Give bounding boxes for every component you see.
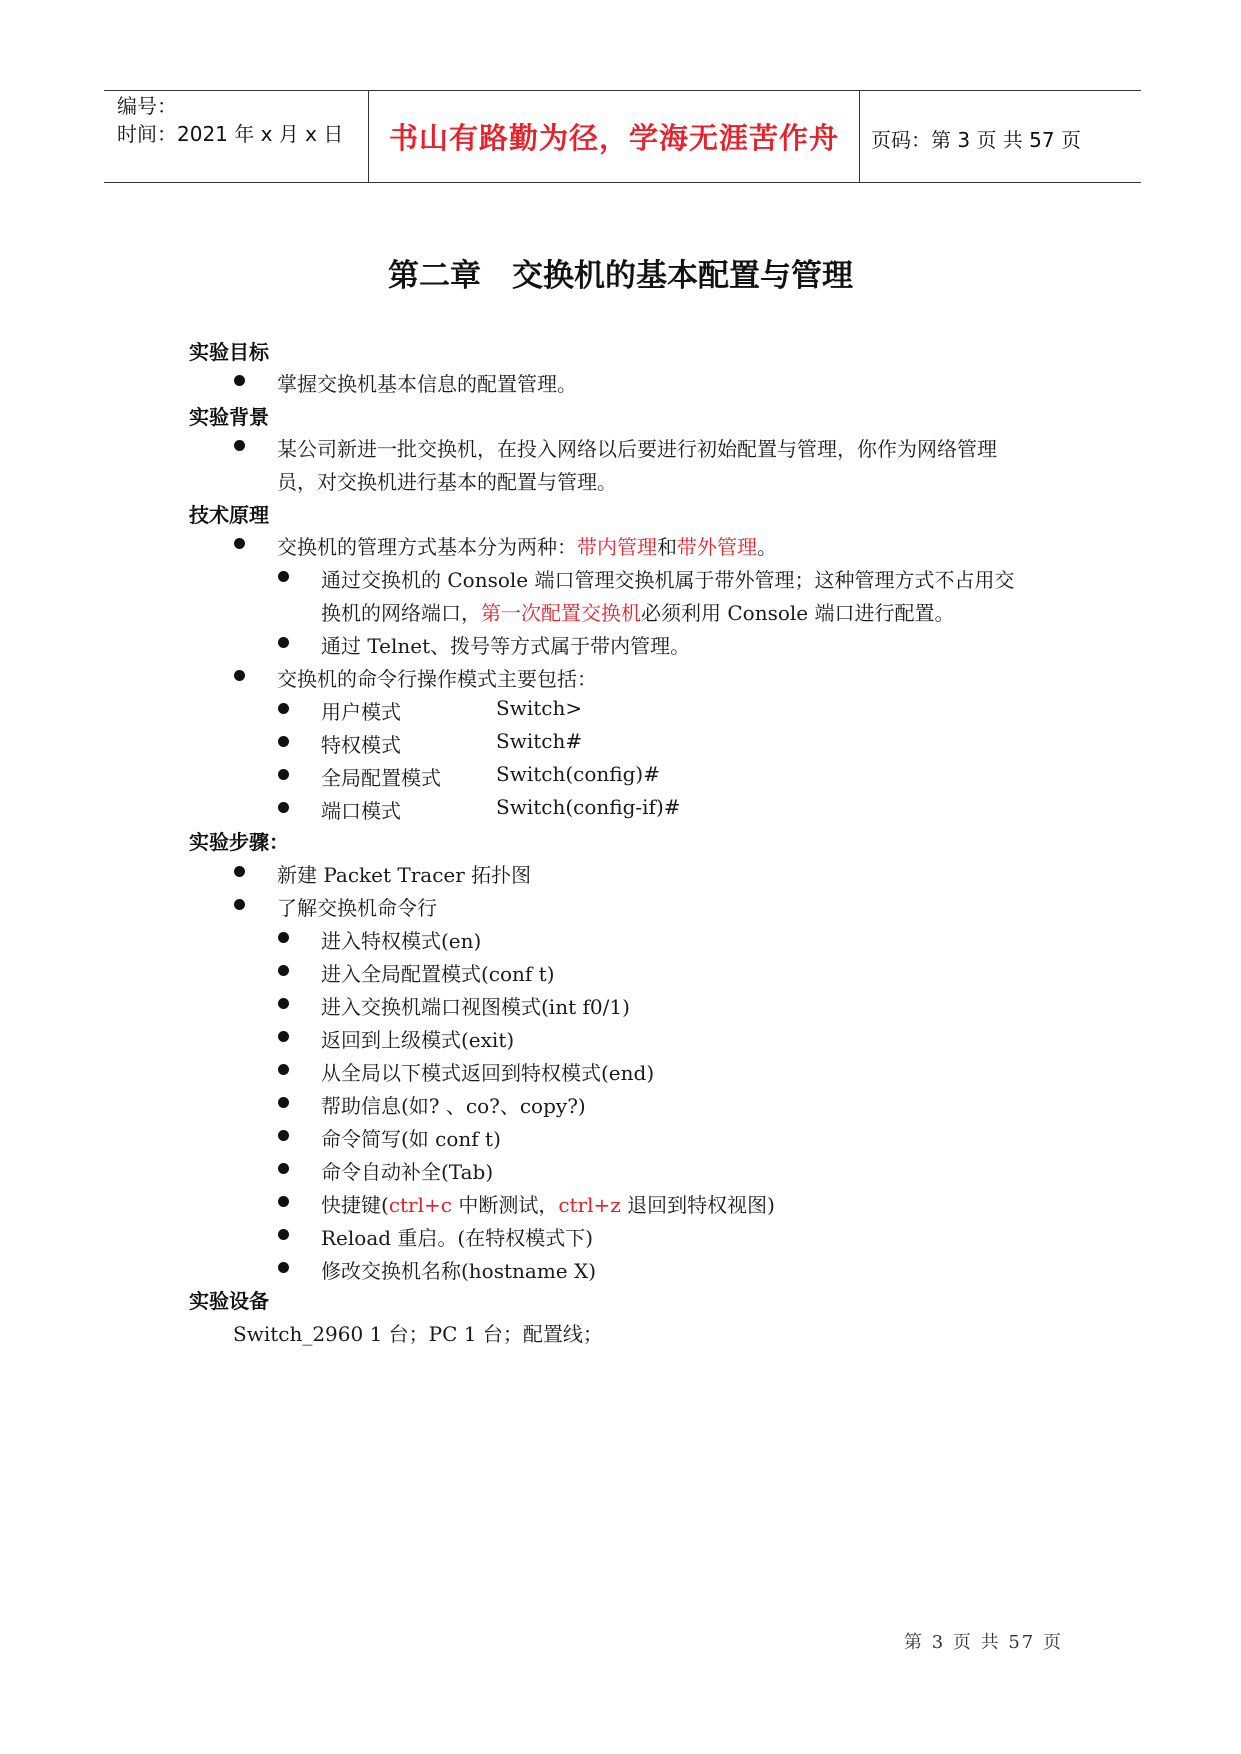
date-label: 时间：2021 年 x 月 x 日	[117, 122, 344, 146]
bullet-icon	[278, 736, 289, 747]
bullet-icon	[278, 1196, 289, 1207]
bullet-icon	[234, 375, 245, 386]
mode-name: 端口模式	[321, 799, 401, 823]
header-top-rule	[104, 90, 1141, 91]
bullet-icon	[234, 899, 245, 910]
header-info	[117, 92, 343, 148]
header-page-label: 页码：第 3 页 共 57 页	[871, 128, 1081, 152]
command-item: 从全局以下模式返回到特权模式(end)	[321, 1061, 655, 1085]
number-label: 编号：	[117, 94, 177, 118]
bullet-icon	[278, 932, 289, 943]
step-1: 新建 Packet Tracer 拓扑图	[277, 863, 532, 887]
ctrl-z-text: ctrl+z	[558, 1193, 621, 1217]
inband-management-text: 带内管理	[577, 535, 657, 559]
text-span: 快捷键(	[321, 1193, 389, 1217]
header-bottom-rule	[104, 182, 1141, 183]
section-heading-equipment: 实验设备	[189, 1289, 269, 1313]
principle-sub-1-line-1: 通过交换机的 Console 端口管理交换机属于带外管理；这种管理方式不占用交	[321, 568, 1015, 592]
background-line-2: 员，对交换机进行基本的配置与管理。	[277, 470, 617, 494]
bullet-icon	[278, 1229, 289, 1240]
mode-prompt: Switch(config)#	[496, 762, 660, 786]
command-item: 返回到上级模式(exit)	[321, 1028, 515, 1052]
principle-sub-1-line-2	[321, 597, 954, 626]
principle-sub-2: 通过 Telnet、拨号等方式属于带内管理。	[321, 634, 691, 658]
bullet-icon	[234, 866, 245, 877]
bullet-icon	[278, 1130, 289, 1141]
principle-point-2: 交换机的命令行操作模式主要包括：	[277, 667, 597, 691]
bullet-icon	[234, 538, 245, 549]
text-span: 必须利用 Console 端口进行配置。	[641, 601, 955, 625]
command-item: 命令简写(如 conf t)	[321, 1127, 501, 1151]
background-line-1: 某公司新进一批交换机，在投入网络以后要进行初始配置与管理，你作为网络管理	[277, 437, 997, 461]
bullet-icon	[278, 703, 289, 714]
header-motto: 书山有路勤为径，学海无涯苦作舟	[388, 121, 839, 155]
bullet-icon	[278, 637, 289, 648]
command-item: 进入特权模式(en)	[321, 929, 482, 953]
bullet-icon	[278, 802, 289, 813]
bullet-icon	[234, 440, 245, 451]
text-span: 和	[657, 535, 677, 559]
command-item: 命令自动补全(Tab)	[321, 1160, 494, 1184]
page-title: 第二章 交换机的基本配置与管理	[388, 258, 853, 294]
text-span: 。	[757, 535, 777, 559]
page-footer: 第 3 页 共 57 页	[904, 1632, 1063, 1653]
command-item: 帮助信息(如? 、co?、copy?)	[321, 1094, 586, 1118]
bullet-icon	[278, 1163, 289, 1174]
mode-name: 用户模式	[321, 700, 401, 724]
bullet-icon	[278, 1262, 289, 1273]
text-span: 换机的网络端口，	[321, 601, 481, 625]
command-item-shortcut	[321, 1189, 775, 1218]
command-item: 进入交换机端口视图模式(int f0/1)	[321, 995, 630, 1019]
bullet-icon	[278, 998, 289, 1009]
bullet-icon	[278, 1064, 289, 1075]
bullet-icon	[278, 1097, 289, 1108]
section-heading-principle: 技术原理	[189, 503, 269, 527]
first-config-text: 第一次配置交换机	[481, 601, 641, 625]
mode-prompt: Switch>	[496, 696, 583, 720]
section-heading-background: 实验背景	[189, 405, 269, 429]
command-item: Reload 重启。(在特权模式下)	[321, 1226, 594, 1250]
text-span: 交换机的管理方式基本分为两种：	[277, 535, 577, 559]
ctrl-c-text: ctrl+c	[388, 1193, 452, 1217]
text-span: 退回到特权视图)	[620, 1193, 775, 1217]
header-divider-right	[859, 90, 860, 183]
mode-prompt: Switch(config-if)#	[496, 795, 681, 819]
objective-item: 掌握交换机基本信息的配置管理。	[277, 372, 577, 396]
mode-name: 特权模式	[321, 733, 401, 757]
bullet-icon	[278, 1031, 289, 1042]
equipment-text: Switch_2960 1 台；PC 1 台；配置线；	[233, 1322, 603, 1346]
mode-name: 全局配置模式	[321, 766, 441, 790]
mode-prompt: Switch#	[496, 729, 583, 753]
bullet-icon	[234, 670, 245, 681]
principle-point-1	[277, 531, 777, 560]
header-divider-left	[368, 90, 369, 183]
section-heading-steps: 实验步骤：	[189, 830, 289, 854]
command-item: 修改交换机名称(hostname X)	[321, 1259, 597, 1283]
bullet-icon	[278, 571, 289, 582]
section-heading-objective: 实验目标	[189, 340, 269, 364]
outband-management-text: 带外管理	[677, 535, 757, 559]
bullet-icon	[278, 769, 289, 780]
text-span: 中断测试，	[451, 1193, 559, 1217]
command-item: 进入全局配置模式(conf t)	[321, 962, 555, 986]
bullet-icon	[278, 965, 289, 976]
step-2: 了解交换机命令行	[277, 896, 437, 920]
